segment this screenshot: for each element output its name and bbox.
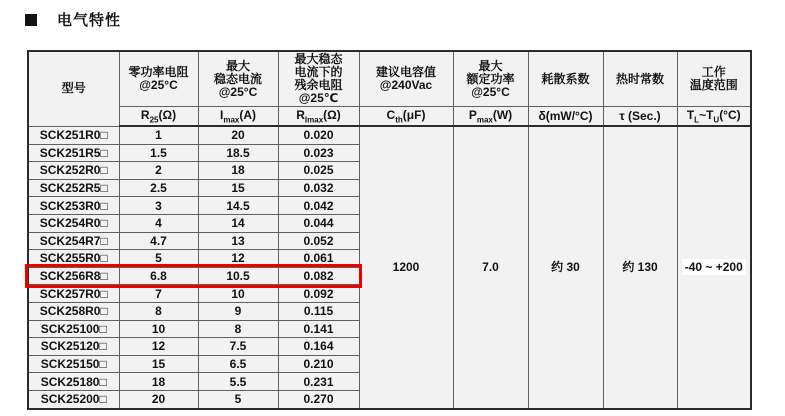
model-cell: SCK251R0□ (28, 126, 119, 144)
tau-merged-cell: 约 130 (603, 126, 677, 409)
rimax-cell: 0.082 (278, 267, 359, 285)
r25-cell: 4 (119, 214, 198, 232)
temp-range-value: -40 ~ +200 (682, 259, 746, 275)
pmax-merged-cell: 7.0 (453, 126, 528, 409)
electrical-characteristics-table-wrap (27, 50, 752, 410)
imax-cell: 20 (198, 126, 278, 144)
unit-header-pmax: $P_{max}(W)$ (453, 107, 528, 127)
rimax-cell: 0.020 (278, 126, 359, 144)
model-cell: SCK25180□ (28, 373, 119, 391)
delta-merged-cell: 约 30 (528, 126, 603, 409)
imax-cell: 14 (198, 214, 278, 232)
imax-cell: 10 (198, 285, 278, 303)
model-cell: SCK258R0□ (28, 302, 119, 320)
model-cell: SCK253R0□ (28, 197, 119, 215)
column-header-model: 型号 (28, 51, 119, 126)
r25-cell: 4.7 (119, 232, 198, 250)
imax-cell: 9 (198, 302, 278, 320)
model-cell: SCK252R0□ (28, 162, 119, 180)
unit-header-imax: $I_{max}(A)$ (198, 107, 278, 127)
r25-cell: 7 (119, 285, 198, 303)
rimax-cell: 0.092 (278, 285, 359, 303)
header-row-groups (28, 51, 751, 107)
imax-cell: 7.5 (198, 338, 278, 356)
unit-header-rimax: $R_{Imax}(\Omega)$ (278, 107, 359, 127)
rimax-cell: 0.270 (278, 390, 359, 408)
model-cell: SCK25120□ (28, 338, 119, 356)
model-cell: SCK257R0□ (28, 285, 119, 303)
unit-header-r25: $R_{25}(\Omega)$ (119, 107, 198, 127)
rimax-cell: 0.210 (278, 355, 359, 373)
table-row (28, 126, 751, 144)
rimax-cell: 0.023 (278, 144, 359, 162)
rimax-cell: 0.044 (278, 214, 359, 232)
r25-cell: 6.8 (119, 267, 198, 285)
model-cell: SCK254R7□ (28, 232, 119, 250)
r25-cell: 3 (119, 197, 198, 215)
model-cell: SCK251R5□ (28, 144, 119, 162)
r25-cell: 10 (119, 320, 198, 338)
unit-header-cth: $C_{th}(\mu F)$ (359, 107, 453, 127)
model-cell: SCK255R0□ (28, 250, 119, 268)
section-title (25, 9, 121, 30)
model-cell: SCK25150□ (28, 355, 119, 373)
unit-header-tau: τ (Sec.) (603, 107, 677, 127)
r25-cell: 2 (119, 162, 198, 180)
imax-cell: 12 (198, 250, 278, 268)
rimax-cell: 0.061 (278, 250, 359, 268)
rimax-cell: 0.141 (278, 320, 359, 338)
r25-cell: 12 (119, 338, 198, 356)
column-header-r25: 零功率电阻 @25°C (119, 51, 198, 107)
r25-cell: 5 (119, 250, 198, 268)
imax-cell: 18.5 (198, 144, 278, 162)
imax-cell: 10.5 (198, 267, 278, 285)
rimax-cell: 0.052 (278, 232, 359, 250)
column-header-temp: 工作 温度范围 (677, 51, 751, 107)
imax-cell: 5.5 (198, 373, 278, 391)
unit-header-temp: $T_L\sim T_U(^\circ C)$ (677, 107, 751, 127)
rimax-cell: 0.025 (278, 162, 359, 180)
rimax-cell: 0.032 (278, 179, 359, 197)
model-cell: SCK252R5□ (28, 179, 119, 197)
imax-cell: 13 (198, 232, 278, 250)
header-row-units (28, 107, 751, 127)
r25-cell: 8 (119, 302, 198, 320)
rimax-cell: 0.115 (278, 302, 359, 320)
electrical-characteristics-table (27, 50, 752, 410)
model-cell: SCK254R0□ (28, 214, 119, 232)
unit-header-delta: δ(mW/°C) (528, 107, 603, 127)
imax-cell: 8 (198, 320, 278, 338)
model-cell: SCK256R8□ (28, 267, 119, 285)
rimax-cell: 0.164 (278, 338, 359, 356)
column-header-imax: 最大 稳态电流 @25°C (198, 51, 278, 107)
model-cell: SCK25200□ (28, 390, 119, 408)
section-title-text: 电气特性 (57, 12, 122, 29)
imax-cell: 15 (198, 179, 278, 197)
rimax-cell: 0.042 (278, 197, 359, 215)
cth-merged-cell: 1200 (359, 126, 453, 409)
r25-cell: 15 (119, 355, 198, 373)
r25-cell: 20 (119, 390, 198, 408)
column-header-rimax: 最大稳态 电流下的 残余电阻 @25℃ (278, 51, 359, 107)
r25-cell: 2.5 (119, 179, 198, 197)
column-header-delta: 耗散系数 (528, 51, 603, 107)
column-header-cth: 建议电容值 @240Vac (359, 51, 453, 107)
r25-cell: 18 (119, 373, 198, 391)
imax-cell: 18 (198, 162, 278, 180)
imax-cell: 6.5 (198, 355, 278, 373)
imax-cell: 5 (198, 390, 278, 408)
column-header-tau: 热时常数 (603, 51, 677, 107)
temp-range-merged-cell (677, 126, 751, 409)
model-cell: SCK25100□ (28, 320, 119, 338)
imax-cell: 14.5 (198, 197, 278, 215)
column-header-pmax: 最大 额定功率 @25°C (453, 51, 528, 107)
rimax-cell: 0.231 (278, 373, 359, 391)
r25-cell: 1 (119, 126, 198, 144)
section-bullet-icon (25, 14, 37, 26)
r25-cell: 1.5 (119, 144, 198, 162)
